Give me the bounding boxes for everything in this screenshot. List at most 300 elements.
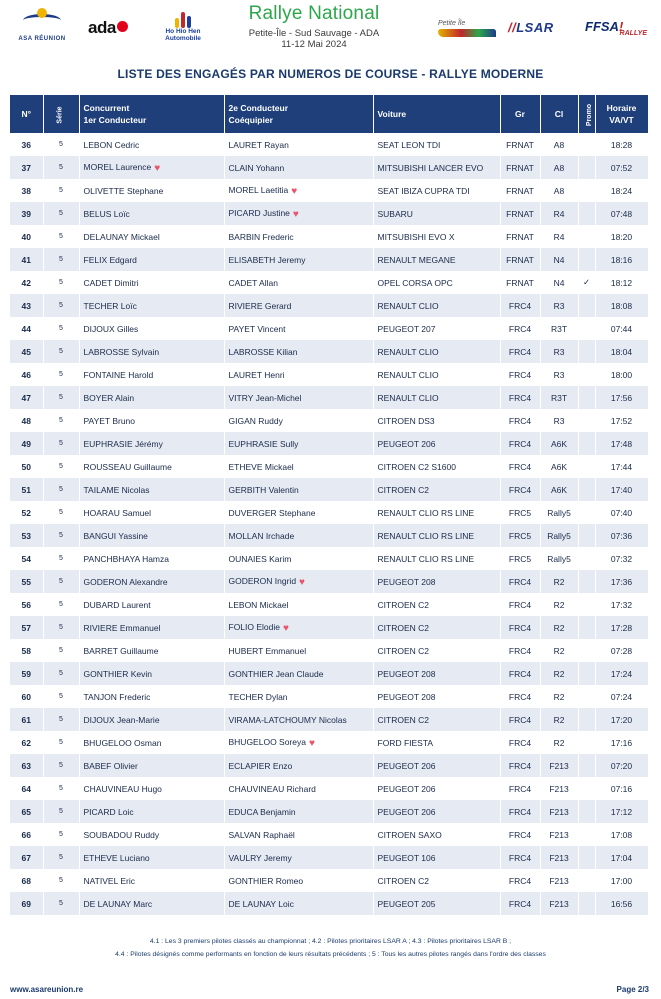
cell-driver: HOARAU Samuel bbox=[79, 501, 224, 524]
cell-num: 39 bbox=[10, 202, 43, 225]
cell-driver: BHUGELOO Osman bbox=[79, 731, 224, 754]
cell-num: 47 bbox=[10, 386, 43, 409]
cell-group: FRC4 bbox=[500, 386, 540, 409]
table-row bbox=[10, 639, 648, 662]
cell-driver: BOYER Alain bbox=[79, 386, 224, 409]
footnote-line-1: 4.1 : Les 3 premiers pilotes classés au championnat ; 4.2 : Pilotes prioritaires LSAR A ; 4.3 : Pilotes prioritaires LSAR B ; bbox=[149, 938, 512, 945]
cell-time: 07:16 bbox=[595, 777, 648, 800]
cell-car: MITSUBISHI EVO X bbox=[373, 225, 500, 248]
table-row bbox=[10, 294, 648, 317]
heart-icon: ♥ bbox=[292, 209, 299, 220]
cell-class: R3 bbox=[540, 340, 578, 363]
cell-copilot: SALVAN Raphaël bbox=[224, 823, 373, 846]
cell-car: CITROEN C2 bbox=[373, 593, 500, 616]
cell-time: 07:20 bbox=[595, 754, 648, 777]
cell-class: N4 bbox=[540, 248, 578, 271]
col-header-serie: Série bbox=[43, 95, 79, 133]
cell-copilot: ECLAPIER Enzo bbox=[224, 754, 373, 777]
cell-serie: 5 bbox=[43, 386, 79, 409]
cell-promo bbox=[578, 179, 595, 202]
cell-car: PEUGEOT 206 bbox=[373, 800, 500, 823]
cell-num: 41 bbox=[10, 248, 43, 271]
cell-class: R2 bbox=[540, 708, 578, 731]
cell-serie: 5 bbox=[43, 409, 79, 432]
cell-num: 38 bbox=[10, 179, 43, 202]
cell-num: 61 bbox=[10, 708, 43, 731]
cell-copilot: CLAIN Yohann bbox=[224, 156, 373, 179]
cell-group: FRC4 bbox=[500, 685, 540, 708]
cell-copilot: HUBERT Emmanuel bbox=[224, 639, 373, 662]
asa-reunion-logo: ASA RÉUNION bbox=[12, 8, 72, 46]
cell-driver: RIVIERE Emmanuel bbox=[79, 616, 224, 639]
cell-serie: 5 bbox=[43, 202, 79, 225]
cell-serie: 5 bbox=[43, 340, 79, 363]
footnotes bbox=[0, 935, 661, 961]
cell-promo bbox=[578, 616, 595, 639]
cell-time: 18:00 bbox=[595, 363, 648, 386]
cell-car: SEAT IBIZA CUPRA TDI bbox=[373, 179, 500, 202]
cell-promo bbox=[578, 455, 595, 478]
cell-car: SUBARU bbox=[373, 202, 500, 225]
table-row bbox=[10, 133, 648, 156]
cell-copilot: GONTHIER Romeo bbox=[224, 869, 373, 892]
cell-car: RENAULT CLIO RS LINE bbox=[373, 501, 500, 524]
col-header-num: N° bbox=[10, 95, 43, 133]
cell-promo bbox=[578, 869, 595, 892]
cell-car: CITROEN DS3 bbox=[373, 409, 500, 432]
cell-time: 07:28 bbox=[595, 639, 648, 662]
cell-car: SEAT LEON TDI bbox=[373, 133, 500, 156]
cell-group: FRC4 bbox=[500, 570, 540, 593]
cell-num: 40 bbox=[10, 225, 43, 248]
table-row bbox=[10, 616, 648, 639]
cell-serie: 5 bbox=[43, 708, 79, 731]
cell-serie: 5 bbox=[43, 225, 79, 248]
table-header-row bbox=[10, 95, 648, 133]
table-row bbox=[10, 386, 648, 409]
cell-car: FORD FIESTA bbox=[373, 731, 500, 754]
table-row bbox=[10, 823, 648, 846]
cell-car: CITROEN C2 bbox=[373, 616, 500, 639]
cell-num: 46 bbox=[10, 363, 43, 386]
cell-car: PEUGEOT 208 bbox=[373, 570, 500, 593]
cell-num: 64 bbox=[10, 777, 43, 800]
cell-group: FRNAT bbox=[500, 271, 540, 294]
table-row bbox=[10, 800, 648, 823]
cell-copilot: GONTHIER Jean Claude bbox=[224, 662, 373, 685]
cell-car: PEUGEOT 206 bbox=[373, 777, 500, 800]
cell-promo bbox=[578, 593, 595, 616]
cell-driver: CHAUVINEAU Hugo bbox=[79, 777, 224, 800]
cell-group: FRC4 bbox=[500, 593, 540, 616]
table-row bbox=[10, 524, 648, 547]
cell-serie: 5 bbox=[43, 593, 79, 616]
cell-copilot: VIRAMA-LATCHOUMY Nicolas bbox=[224, 708, 373, 731]
cell-time: 17:24 bbox=[595, 662, 648, 685]
cell-group: FRC4 bbox=[500, 777, 540, 800]
cell-time: 07:36 bbox=[595, 524, 648, 547]
cell-car: RENAULT CLIO bbox=[373, 294, 500, 317]
cell-time: 07:48 bbox=[595, 202, 648, 225]
table-row bbox=[10, 225, 648, 248]
cell-num: 54 bbox=[10, 547, 43, 570]
cell-num: 58 bbox=[10, 639, 43, 662]
cell-class: A8 bbox=[540, 179, 578, 202]
cell-copilot: RIVIERE Gerard bbox=[224, 294, 373, 317]
cell-num: 48 bbox=[10, 409, 43, 432]
footnote-line-2: 4.4 : Pilotes désignés comme performants en fonction de leurs résultats précédents ; 5 : Tous les autres pilotes rangés dans l'ordre des classes bbox=[115, 951, 546, 958]
cell-driver: DELAUNAY Mickael bbox=[79, 225, 224, 248]
cell-car: PEUGEOT 106 bbox=[373, 846, 500, 869]
table-row bbox=[10, 156, 648, 179]
cell-num: 43 bbox=[10, 294, 43, 317]
cell-copilot: LEBON Mickael bbox=[224, 593, 373, 616]
cell-time: 07:24 bbox=[595, 685, 648, 708]
cell-group: FRNAT bbox=[500, 133, 540, 156]
cell-group: FRNAT bbox=[500, 156, 540, 179]
cell-group: FRC4 bbox=[500, 846, 540, 869]
cell-time: 17:44 bbox=[595, 455, 648, 478]
cell-promo bbox=[578, 317, 595, 340]
cell-car: PEUGEOT 207 bbox=[373, 317, 500, 340]
cell-num: 57 bbox=[10, 616, 43, 639]
cell-serie: 5 bbox=[43, 800, 79, 823]
entries-table bbox=[10, 95, 649, 915]
cell-class: F213 bbox=[540, 800, 578, 823]
cell-group: FRC4 bbox=[500, 800, 540, 823]
cell-class: R4 bbox=[540, 225, 578, 248]
cell-time: 17:36 bbox=[595, 570, 648, 593]
cell-car: CITROEN C2 S1600 bbox=[373, 455, 500, 478]
cell-driver: ETHEVE Luciano bbox=[79, 846, 224, 869]
cell-serie: 5 bbox=[43, 455, 79, 478]
cell-serie: 5 bbox=[43, 662, 79, 685]
cell-group: FRC4 bbox=[500, 409, 540, 432]
cell-group: FRC4 bbox=[500, 754, 540, 777]
cell-promo bbox=[578, 363, 595, 386]
cell-group: FRC4 bbox=[500, 708, 540, 731]
cell-promo bbox=[578, 777, 595, 800]
cell-promo bbox=[578, 547, 595, 570]
cell-promo bbox=[578, 133, 595, 156]
cell-serie: 5 bbox=[43, 432, 79, 455]
cell-promo bbox=[578, 731, 595, 754]
cell-group: FRC4 bbox=[500, 432, 540, 455]
col-header-group: Gr bbox=[500, 95, 540, 133]
cell-class: R2 bbox=[540, 639, 578, 662]
cell-group: FRC4 bbox=[500, 616, 540, 639]
cell-time: 17:04 bbox=[595, 846, 648, 869]
cell-serie: 5 bbox=[43, 639, 79, 662]
cell-num: 65 bbox=[10, 800, 43, 823]
cell-copilot: EUPHRASIE Sully bbox=[224, 432, 373, 455]
cell-copilot: EDUCA Benjamin bbox=[224, 800, 373, 823]
cell-time: 17:40 bbox=[595, 478, 648, 501]
cell-class: R3 bbox=[540, 409, 578, 432]
cell-serie: 5 bbox=[43, 846, 79, 869]
cell-driver: EUPHRASIE Jérémy bbox=[79, 432, 224, 455]
cell-class: R2 bbox=[540, 570, 578, 593]
cell-num: 42 bbox=[10, 271, 43, 294]
cell-copilot: VITRY Jean-Michel bbox=[224, 386, 373, 409]
cell-group: FRC4 bbox=[500, 317, 540, 340]
cell-num: 60 bbox=[10, 685, 43, 708]
cell-copilot: FOLIO Elodie ♥ bbox=[224, 616, 373, 639]
cell-time: 07:32 bbox=[595, 547, 648, 570]
cell-class: R2 bbox=[540, 685, 578, 708]
cell-num: 53 bbox=[10, 524, 43, 547]
cell-num: 50 bbox=[10, 455, 43, 478]
cell-driver: BARRET Guillaume bbox=[79, 639, 224, 662]
cell-time: 17:56 bbox=[595, 386, 648, 409]
cell-serie: 5 bbox=[43, 547, 79, 570]
table-row bbox=[10, 363, 648, 386]
cell-driver: DUBARD Laurent bbox=[79, 593, 224, 616]
heart-icon: ♥ bbox=[283, 623, 289, 634]
cell-group: FRC5 bbox=[500, 501, 540, 524]
cell-serie: 5 bbox=[43, 524, 79, 547]
cell-promo bbox=[578, 846, 595, 869]
cell-serie: 5 bbox=[43, 363, 79, 386]
cell-class: N4 bbox=[540, 271, 578, 294]
cell-serie: 5 bbox=[43, 156, 79, 179]
cell-car: RENAULT CLIO bbox=[373, 363, 500, 386]
cell-time: 07:44 bbox=[595, 317, 648, 340]
cell-copilot: GERBITH Valentin bbox=[224, 478, 373, 501]
event-title-block bbox=[226, 3, 402, 50]
cell-promo bbox=[578, 800, 595, 823]
cell-serie: 5 bbox=[43, 754, 79, 777]
cell-class: A8 bbox=[540, 133, 578, 156]
cell-promo bbox=[578, 685, 595, 708]
cell-promo bbox=[578, 754, 595, 777]
cell-time: 17:32 bbox=[595, 593, 648, 616]
cell-serie: 5 bbox=[43, 248, 79, 271]
cell-class: Rally5 bbox=[540, 547, 578, 570]
cell-group: FRC4 bbox=[500, 340, 540, 363]
col-header-class: Cl bbox=[540, 95, 578, 133]
cell-driver: DE LAUNAY Marc bbox=[79, 892, 224, 915]
cell-time: 17:28 bbox=[595, 616, 648, 639]
cell-class: F213 bbox=[540, 823, 578, 846]
ada-dot-icon bbox=[117, 21, 128, 32]
cell-driver: OLIVETTE Stephane bbox=[79, 179, 224, 202]
cell-promo bbox=[578, 662, 595, 685]
cell-num: 49 bbox=[10, 432, 43, 455]
cell-driver: FONTAINE Harold bbox=[79, 363, 224, 386]
cell-serie: 5 bbox=[43, 317, 79, 340]
cell-copilot: CHAUVINEAU Richard bbox=[224, 777, 373, 800]
table-row bbox=[10, 547, 648, 570]
cell-serie: 5 bbox=[43, 179, 79, 202]
cell-driver: PICARD Loic bbox=[79, 800, 224, 823]
cell-promo bbox=[578, 478, 595, 501]
cell-car: MITSUBISHI LANCER EVO bbox=[373, 156, 500, 179]
cell-num: 51 bbox=[10, 478, 43, 501]
cell-time: 18:08 bbox=[595, 294, 648, 317]
heart-icon: ♥ bbox=[154, 163, 161, 174]
cell-driver: ROUSSEAU Guillaume bbox=[79, 455, 224, 478]
cell-driver: LEBON Cedric bbox=[79, 133, 224, 156]
cell-car: PEUGEOT 205 bbox=[373, 892, 500, 915]
cell-time: 18:20 bbox=[595, 225, 648, 248]
cell-group: FRNAT bbox=[500, 179, 540, 202]
cell-promo bbox=[578, 340, 595, 363]
col-header-driver: Concurrent 1er Conducteur bbox=[79, 95, 224, 133]
cell-time: 16:56 bbox=[595, 892, 648, 915]
cell-promo bbox=[578, 823, 595, 846]
cell-driver: NATIVEL Eric bbox=[79, 869, 224, 892]
col-header-copilot: 2e Conducteur Coéquipier bbox=[224, 95, 373, 133]
cell-promo bbox=[578, 225, 595, 248]
cell-group: FRNAT bbox=[500, 202, 540, 225]
cell-copilot: BHUGELOO Soreya ♥ bbox=[224, 731, 373, 754]
cell-driver: BABEF Olivier bbox=[79, 754, 224, 777]
table-row bbox=[10, 340, 648, 363]
cell-promo bbox=[578, 409, 595, 432]
cell-copilot: MOREL Laetitia ♥ bbox=[224, 179, 373, 202]
cell-serie: 5 bbox=[43, 501, 79, 524]
table-row bbox=[10, 662, 648, 685]
cell-driver: DIJOUX Gilles bbox=[79, 317, 224, 340]
cell-driver: TAILAME Nicolas bbox=[79, 478, 224, 501]
cell-driver: FELIX Edgard bbox=[79, 248, 224, 271]
cell-driver: TECHER Loïc bbox=[79, 294, 224, 317]
cell-class: A6K bbox=[540, 455, 578, 478]
cell-car: CITROEN SAXO bbox=[373, 823, 500, 846]
ada-logo: ada bbox=[88, 18, 128, 38]
ffsa-logo: FFSA! RALLYE bbox=[585, 19, 647, 37]
cell-group: FRC4 bbox=[500, 363, 540, 386]
cell-class: Rally5 bbox=[540, 524, 578, 547]
cell-group: FRC4 bbox=[500, 892, 540, 915]
cell-class: F213 bbox=[540, 754, 578, 777]
cell-promo bbox=[578, 432, 595, 455]
table-row bbox=[10, 570, 648, 593]
table-row bbox=[10, 754, 648, 777]
cell-class: R2 bbox=[540, 662, 578, 685]
page-number: Page 2/3 bbox=[616, 985, 649, 994]
cell-car: CITROEN C2 bbox=[373, 639, 500, 662]
cell-copilot: ELISABETH Jeremy bbox=[224, 248, 373, 271]
table-row bbox=[10, 202, 648, 225]
table-row bbox=[10, 248, 648, 271]
cell-promo bbox=[578, 524, 595, 547]
table-row bbox=[10, 777, 648, 800]
heart-icon: ♥ bbox=[299, 577, 305, 588]
cell-group: FRC4 bbox=[500, 639, 540, 662]
cell-time: 17:08 bbox=[595, 823, 648, 846]
cell-car: RENAULT CLIO RS LINE bbox=[373, 524, 500, 547]
cell-driver: GONTHIER Kevin bbox=[79, 662, 224, 685]
cell-time: 17:16 bbox=[595, 731, 648, 754]
cell-driver: BELUS Loïc bbox=[79, 202, 224, 225]
cell-num: 37 bbox=[10, 156, 43, 179]
cell-serie: 5 bbox=[43, 777, 79, 800]
cell-promo bbox=[578, 501, 595, 524]
cell-promo bbox=[578, 708, 595, 731]
cell-car: PEUGEOT 208 bbox=[373, 685, 500, 708]
cell-copilot: LABROSSE Kilian bbox=[224, 340, 373, 363]
cell-class: F213 bbox=[540, 846, 578, 869]
cell-driver: GODERON Alexandre bbox=[79, 570, 224, 593]
cell-num: 66 bbox=[10, 823, 43, 846]
table-row bbox=[10, 409, 648, 432]
cell-driver: BANGUI Yassine bbox=[79, 524, 224, 547]
cell-group: FRC4 bbox=[500, 869, 540, 892]
cell-serie: 5 bbox=[43, 271, 79, 294]
page-title: LISTE DES ENGAGÉS PAR NUMEROS DE COURSE - RALLYE MODERNE bbox=[117, 67, 544, 81]
table-row bbox=[10, 432, 648, 455]
cell-copilot: MOLLAN Irchade bbox=[224, 524, 373, 547]
page-header bbox=[0, 0, 661, 62]
cell-num: 52 bbox=[10, 501, 43, 524]
cell-time: 18:28 bbox=[595, 133, 648, 156]
table-row bbox=[10, 478, 648, 501]
cell-driver: DIJOUX Jean-Marie bbox=[79, 708, 224, 731]
col-header-time: Horaire VA/VT bbox=[595, 95, 648, 133]
cell-class: R4 bbox=[540, 202, 578, 225]
cell-copilot: TECHER Dylan bbox=[224, 685, 373, 708]
cell-group: FRNAT bbox=[500, 248, 540, 271]
cell-driver: PAYET Bruno bbox=[79, 409, 224, 432]
cell-class: R3T bbox=[540, 386, 578, 409]
cell-promo: ✓ bbox=[578, 271, 595, 294]
heart-icon: ♥ bbox=[308, 738, 315, 749]
cell-copilot: DUVERGER Stephane bbox=[224, 501, 373, 524]
cell-time: 17:20 bbox=[595, 708, 648, 731]
cell-copilot: PAYET Vincent bbox=[224, 317, 373, 340]
cell-class: F213 bbox=[540, 892, 578, 915]
cell-driver: SOUBADOU Ruddy bbox=[79, 823, 224, 846]
cell-group: FRC5 bbox=[500, 547, 540, 570]
cell-num: 63 bbox=[10, 754, 43, 777]
cell-promo bbox=[578, 248, 595, 271]
table-row bbox=[10, 271, 648, 294]
cell-time: 07:52 bbox=[595, 156, 648, 179]
cell-car: RENAULT MEGANE bbox=[373, 248, 500, 271]
cell-group: FRC5 bbox=[500, 524, 540, 547]
cell-time: 18:24 bbox=[595, 179, 648, 202]
table-row bbox=[10, 869, 648, 892]
table-row bbox=[10, 685, 648, 708]
cell-group: FRC4 bbox=[500, 823, 540, 846]
cell-time: 18:04 bbox=[595, 340, 648, 363]
hiohen-mark-icon bbox=[173, 10, 193, 28]
cell-num: 68 bbox=[10, 869, 43, 892]
col-header-promo: Promo bbox=[578, 95, 595, 133]
cell-num: 56 bbox=[10, 593, 43, 616]
heart-icon: ♥ bbox=[291, 186, 298, 197]
cell-class: R3 bbox=[540, 363, 578, 386]
cell-copilot: VAULRY Jeremy bbox=[224, 846, 373, 869]
cell-num: 69 bbox=[10, 892, 43, 915]
cell-class: F213 bbox=[540, 869, 578, 892]
cell-class: R2 bbox=[540, 593, 578, 616]
cell-num: 62 bbox=[10, 731, 43, 754]
table-row bbox=[10, 731, 648, 754]
asa-swoosh-icon bbox=[21, 8, 63, 26]
cell-driver: PANCHBHAYA Hamza bbox=[79, 547, 224, 570]
petite-ile-logo: Petite Île bbox=[438, 20, 496, 42]
lsar-logo: //LSAR bbox=[508, 20, 554, 35]
cell-time: 18:12 bbox=[595, 271, 648, 294]
cell-time: 17:48 bbox=[595, 432, 648, 455]
website-link[interactable]: www.asareunion.re bbox=[10, 985, 84, 994]
cell-driver: MOREL Laurence ♥ bbox=[79, 156, 224, 179]
cell-copilot: BARBIN Frederic bbox=[224, 225, 373, 248]
cell-class: F213 bbox=[540, 777, 578, 800]
